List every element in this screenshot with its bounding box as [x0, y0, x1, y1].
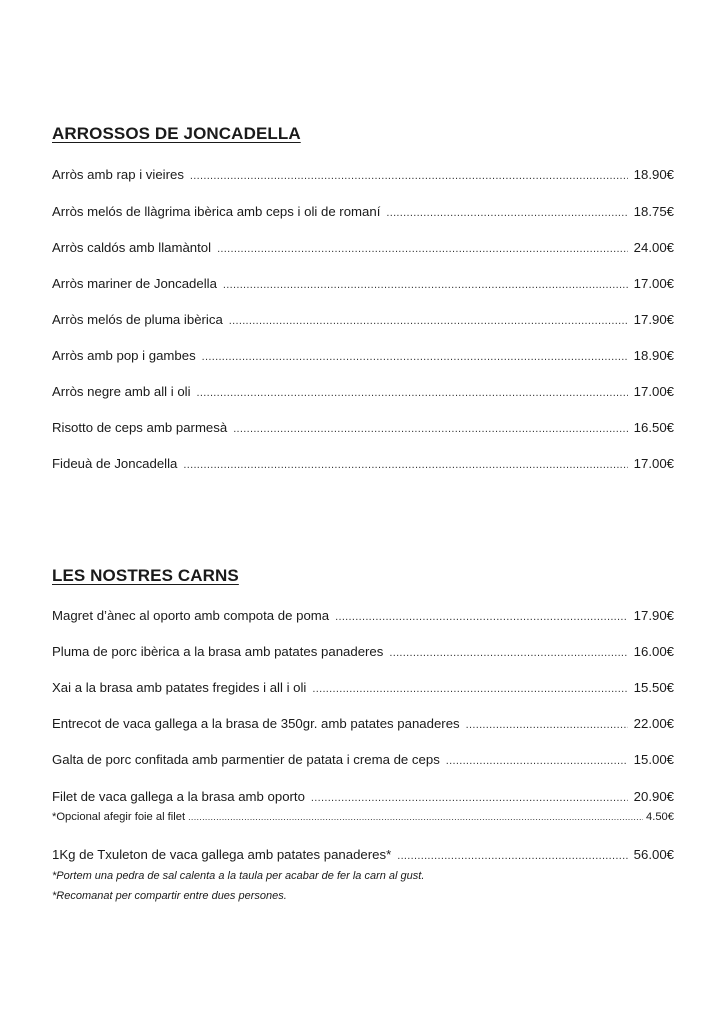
menu-item [52, 276, 674, 294]
item-name: Risotto de ceps amb parmesà [52, 420, 228, 435]
item-name: Arròs amb rap i vieires [52, 167, 184, 182]
item-name: Galta de porc confitada amb parmentier de patata i crema de ceps [52, 752, 440, 767]
menu-item [52, 644, 674, 662]
footnote: *Portem una pedra de sal calenta a la taula per acabar de fer la carn al gust. [52, 870, 425, 882]
menu-item [52, 608, 674, 626]
item-name: Magret d’ànec al oporto amb compota de poma [52, 608, 330, 623]
item-name: Pluma de porc ibèrica a la brasa amb patates panaderes [52, 644, 384, 659]
menu-item [52, 789, 674, 807]
section-title-carns: LES NOSTRES CARNS [52, 566, 239, 585]
dot-leader [466, 719, 628, 731]
item-price: 17.00€ [633, 456, 674, 471]
item-price: 22.00€ [633, 716, 674, 731]
dot-leader [229, 315, 628, 327]
dot-leader [389, 647, 627, 659]
item-price: 16.50€ [633, 420, 674, 435]
menu-item [52, 384, 674, 402]
menu-item [52, 204, 674, 222]
item-name: Arròs amb pop i gambes [52, 348, 196, 363]
dot-leader [190, 170, 628, 182]
menu-item [52, 752, 674, 770]
dot-leader [311, 792, 628, 804]
menu-item [52, 847, 674, 865]
menu-item [52, 348, 674, 366]
item-price: 15.00€ [633, 752, 674, 767]
item-price: 18.90€ [633, 348, 674, 363]
dot-leader [217, 243, 628, 255]
item-price: 24.00€ [633, 240, 674, 255]
item-price: 4.50€ [646, 811, 674, 823]
dot-leader [335, 611, 628, 623]
menu-item [52, 167, 674, 185]
item-name: Filet de vaca gallega a la brasa amb oporto [52, 789, 305, 804]
dot-leader [202, 351, 628, 363]
item-name: Entrecot de vaca gallega a la brasa de 350gr. amb patates panaderes [52, 716, 460, 731]
dot-leader [397, 850, 627, 862]
section-title-arrossos: ARROSSOS DE JONCADELLA [52, 124, 301, 143]
dot-leader [223, 279, 628, 291]
item-name: *Opcional afegir foie al filet [52, 811, 186, 823]
item-name: Arròs melós de pluma ibèrica [52, 312, 223, 327]
menu-item [52, 456, 674, 474]
footnote: *Recomanat per compartir entre dues persones. [52, 890, 287, 902]
item-price: 15.50€ [633, 680, 674, 695]
dot-leader [183, 459, 627, 471]
item-name: Arròs caldós amb llamàntol [52, 240, 212, 255]
item-name: Fideuà de Joncadella [52, 456, 178, 471]
item-price: 16.00€ [633, 644, 674, 659]
item-price: 17.00€ [633, 384, 674, 399]
item-name: 1Kg de Txuleton de vaca gallega amb patates panaderes* [52, 847, 392, 862]
menu-item [52, 420, 674, 438]
menu-item [52, 312, 674, 330]
item-name: Arròs negre amb all i oli [52, 384, 191, 399]
item-price: 56.00€ [633, 847, 674, 862]
dot-leader [312, 683, 627, 695]
item-name: Arròs mariner de Joncadella [52, 276, 217, 291]
dot-leader [197, 387, 628, 399]
item-price: 17.90€ [633, 608, 674, 623]
menu-item [52, 716, 674, 734]
menu-item [52, 680, 674, 698]
item-price: 18.75€ [633, 204, 674, 219]
item-name: Arròs melós de llàgrima ibèrica amb ceps i oli de romaní [52, 204, 381, 219]
item-price: 18.90€ [633, 167, 674, 182]
menu-item [52, 240, 674, 258]
dot-leader [386, 207, 627, 219]
item-price: 17.00€ [633, 276, 674, 291]
dot-leader [188, 812, 643, 822]
menu-item-option [52, 811, 674, 829]
dot-leader [446, 755, 628, 767]
item-name: Xai a la brasa amb patates fregides i all i oli [52, 680, 307, 695]
dot-leader [233, 423, 627, 435]
item-price: 17.90€ [633, 312, 674, 327]
item-price: 20.90€ [633, 789, 674, 804]
